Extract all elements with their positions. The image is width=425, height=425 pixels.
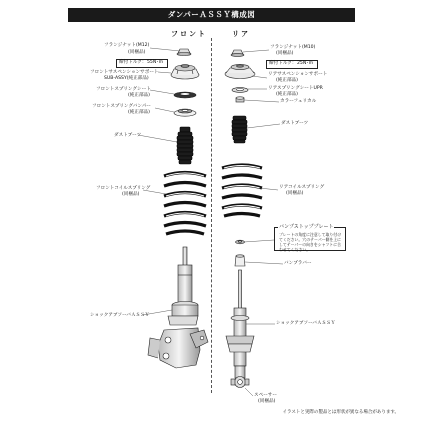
- front-shock-absorber: [148, 247, 208, 368]
- rear-collar: [236, 97, 244, 102]
- rear-bump-stop-plate: [236, 240, 245, 244]
- front-flange-nut-label: フランジナット(M12): [104, 43, 150, 48]
- front-header: フロント: [171, 30, 207, 38]
- front-spring-seat-label: フロントスプリングシート: [96, 87, 151, 92]
- front-coil-spring: [164, 173, 206, 235]
- front-spring-seat-note: (純正部品): [128, 93, 150, 98]
- rear-header: リア: [232, 30, 250, 38]
- bump-stop-plate-title: バンプストッププレート: [279, 224, 334, 230]
- front-suspension-support: [171, 65, 199, 79]
- rear-support-label: リアサスペンションサポート: [268, 72, 328, 77]
- rear-coil-spring: [222, 165, 262, 216]
- front-coil-spring-label: フロントコイルスプリング: [96, 186, 151, 191]
- rear-coil-spring-label: リアコイルスプリング: [279, 185, 325, 190]
- front-spring-seat: [174, 92, 196, 98]
- rear-torque-box: [266, 60, 318, 69]
- front-bumper-label: フロントスプリングバンパー: [92, 104, 151, 109]
- rear-spring-seat-label: リアスプリングシートUPR: [268, 86, 323, 91]
- front-torque-value: 55N･m: [147, 60, 164, 65]
- bump-stop-plate-body: プレートの角度に注意して取り付けてください。穴のテーパー側を上にしてテーパーの向きをシャフトに合わせてください。: [279, 232, 342, 252]
- rear-suspension-support: [225, 64, 255, 78]
- rear-dust-boot: [232, 116, 247, 143]
- rear-spacer-label: スペーサー: [254, 393, 277, 398]
- bump-stop-plate-note: [274, 224, 346, 252]
- rear-torque-label: 締付トルク：: [269, 61, 297, 66]
- rear-coil-spring-note: (同梱品): [286, 191, 304, 196]
- front-coil-spring-note: (同梱品): [122, 192, 140, 197]
- front-support-label: フロントサスペンションサポート: [90, 70, 159, 75]
- rear-support-label-2: (純正部品): [276, 78, 298, 83]
- rear-collar-label: カラーフェリカル: [280, 99, 317, 104]
- rear-spacer-note: (同梱品): [258, 399, 276, 404]
- front-absorber-label: ショックアブソーバＡＳＳＹ: [90, 313, 150, 318]
- footer-disclaimer: イラストと実際の製品とは形状が異なる場合があります。: [282, 410, 399, 415]
- rear-flange-nut-label: フランジナット(M10): [270, 45, 316, 50]
- rear-absorber-label: ショックアブソーバＡＳＳＹ: [276, 321, 336, 326]
- rear-dust-boot-label: ダストブーツ: [281, 121, 309, 126]
- front-dust-boot-label: ダストブーツ: [114, 133, 142, 138]
- rear-torque-value: 25N･m: [297, 61, 314, 66]
- rear-spring-seat-note: (純正部品): [276, 92, 298, 97]
- front-torque-box: [116, 59, 168, 68]
- rear-flange-nut: [231, 50, 244, 56]
- front-torque-label: 締付トルク：: [119, 60, 147, 65]
- rear-flange-nut-note: (同梱品): [276, 51, 294, 56]
- rear-bump-rubber: [235, 255, 245, 266]
- diagram-title: ダンパーＡＳＳＹ構成図: [68, 8, 355, 22]
- rear-spring-seat: [232, 88, 248, 93]
- rear-shock-absorber: [226, 270, 254, 388]
- front-spring-bumper: [174, 109, 196, 116]
- front-dust-boot: [177, 127, 193, 164]
- front-support-label-2: SUB-ASSY(純正部品): [104, 76, 149, 81]
- front-flange-nut: [177, 49, 191, 56]
- rear-bump-rubber-label: バンプラバー: [284, 261, 312, 266]
- front-flange-nut-note: (同梱品): [128, 50, 146, 55]
- front-bumper-note: (純正部品): [128, 110, 150, 115]
